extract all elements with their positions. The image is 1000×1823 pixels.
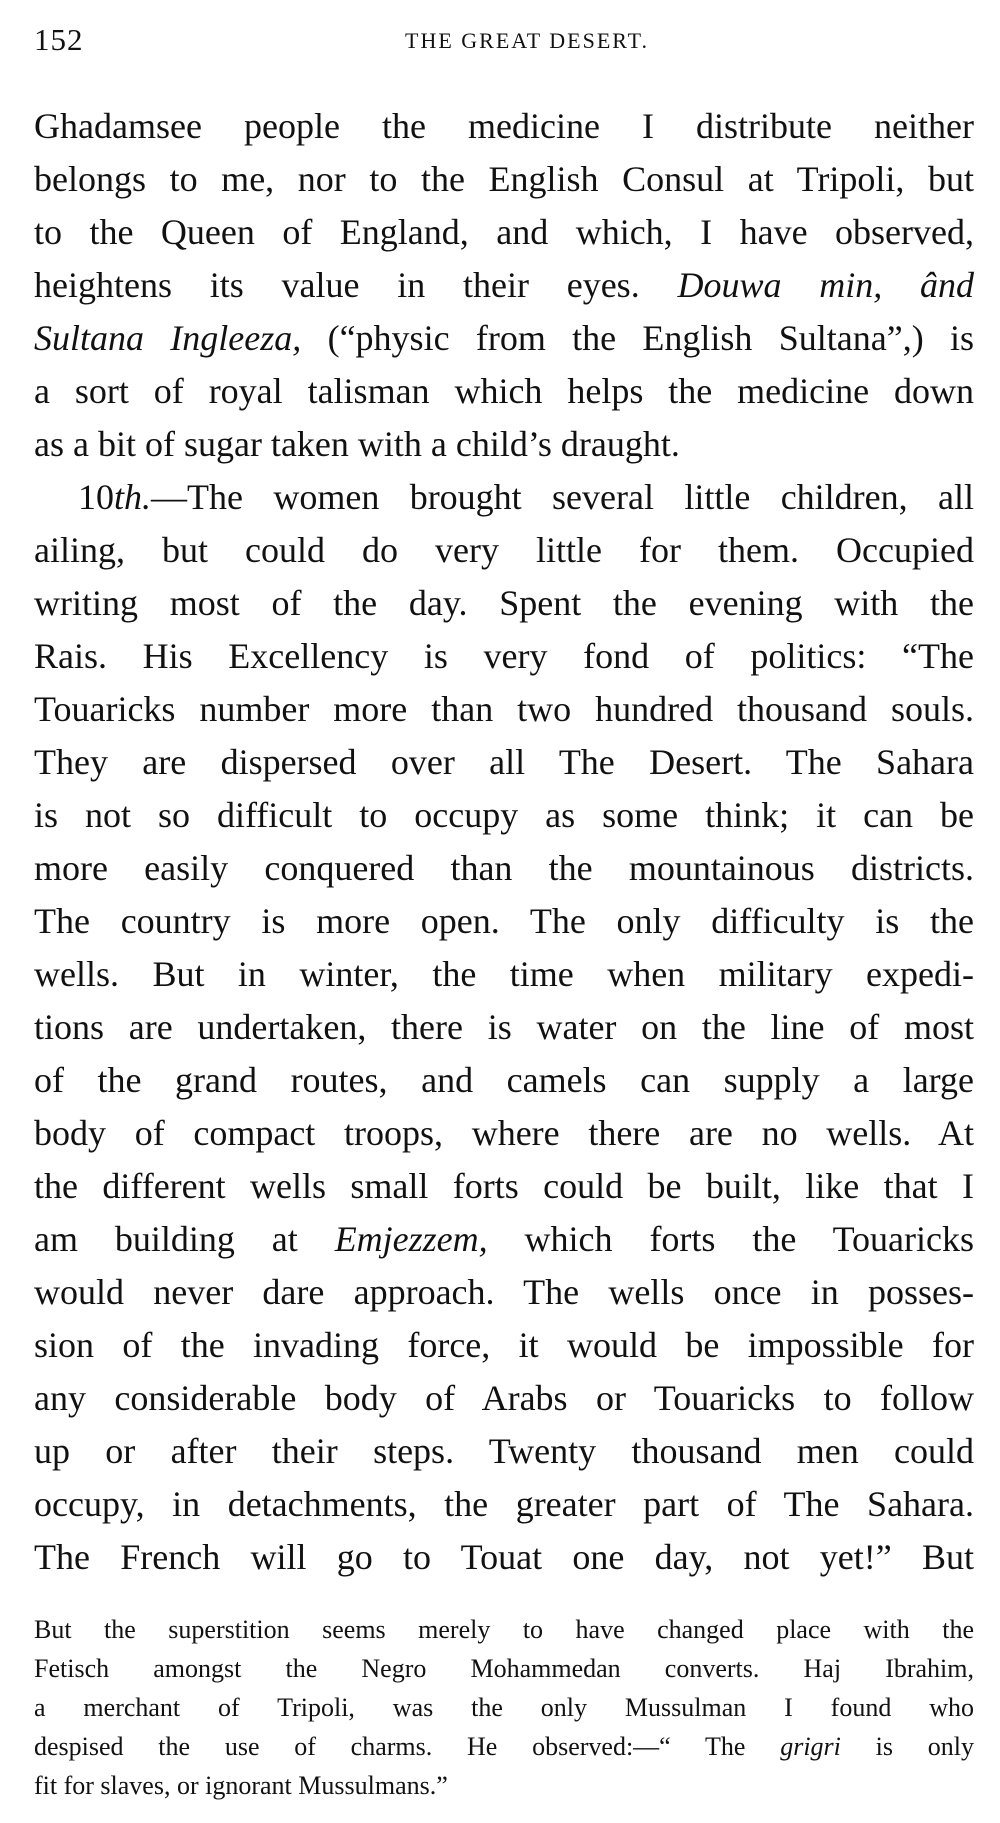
body-line: 10th.—The women brought several little children, all [78, 477, 974, 517]
body-line: would never dare approach. The wells once in posses- [34, 1272, 974, 1312]
running-title: THE GREAT DESERT. [405, 28, 649, 53]
body-line: sion of the invading force, it would be impossible for [34, 1325, 974, 1365]
body-line: The French will go to Touat one day, not yet!” But [34, 1537, 974, 1577]
body-line: up or after their steps. Twenty thousand men could [34, 1431, 974, 1471]
body-line: Ghadamsee people the medicine I distribute neither [34, 106, 974, 146]
body-line: Touaricks number more than two hundred thousand souls. [34, 689, 974, 729]
body-line: as a bit of sugar taken with a child’s draught. [34, 424, 680, 464]
body-line: is not so difficult to occupy as some think; it can be [34, 795, 974, 835]
body-line: the different wells small forts could be built, like that I [34, 1166, 974, 1206]
footnote-line: But the superstition seems merely to have changed place with the [34, 1615, 974, 1644]
body-line: writing most of the day. Spent the evening with the [34, 583, 974, 623]
body-line: heightens its value in their eyes. Douwa min, ând [34, 265, 974, 305]
body-line: The country is more open. The only difficulty is the [34, 901, 974, 941]
body-line: wells. But in winter, the time when military expedi- [34, 954, 974, 994]
body-line: am building at Emjezzem, which forts the Touaricks [34, 1219, 975, 1259]
body-line: Sultana Ingleeza, (“physic from the English Sultana”,) is [34, 318, 974, 358]
page-header [34, 22, 980, 62]
footnote-line: despised the use of charms. He observed:—“ The grigri is only [34, 1732, 974, 1761]
body-line: ailing, but could do very little for them. Occupied [34, 530, 974, 570]
body-line: of the grand routes, and camels can supply a large [34, 1060, 974, 1100]
body-line: They are dispersed over all The Desert. The Sahara [34, 742, 974, 782]
footnote-line: Fetisch amongst the Negro Mohammedan converts. Haj Ibrahim, [34, 1654, 974, 1683]
footnote-line: fit for slaves, or ignorant Mussulmans.” [34, 1771, 448, 1800]
footnote [34, 1610, 974, 1805]
body-line: any considerable body of Arabs or Touaricks to follow [34, 1378, 974, 1418]
body-line: tions are undertaken, there is water on the line of most [34, 1007, 974, 1047]
footnote-line: a merchant of Tripoli, was the only Mussulman I found who [34, 1693, 974, 1722]
body-line: Rais. His Excellency is very fond of politics: “The [34, 636, 974, 676]
body-text [34, 100, 974, 1584]
body-line: a sort of royal talisman which helps the medicine down [34, 371, 974, 411]
body-line: to the Queen of England, and which, I have observed, [34, 212, 974, 252]
body-line: belongs to me, nor to the English Consul at Tripoli, but [34, 159, 974, 199]
body-line: occupy, in detachments, the greater part of The Sahara. [34, 1484, 974, 1524]
body-line: body of compact troops, where there are no wells. At [34, 1113, 974, 1153]
page-number: 152 [34, 22, 84, 57]
body-line: more easily conquered than the mountainous districts. [34, 848, 974, 888]
